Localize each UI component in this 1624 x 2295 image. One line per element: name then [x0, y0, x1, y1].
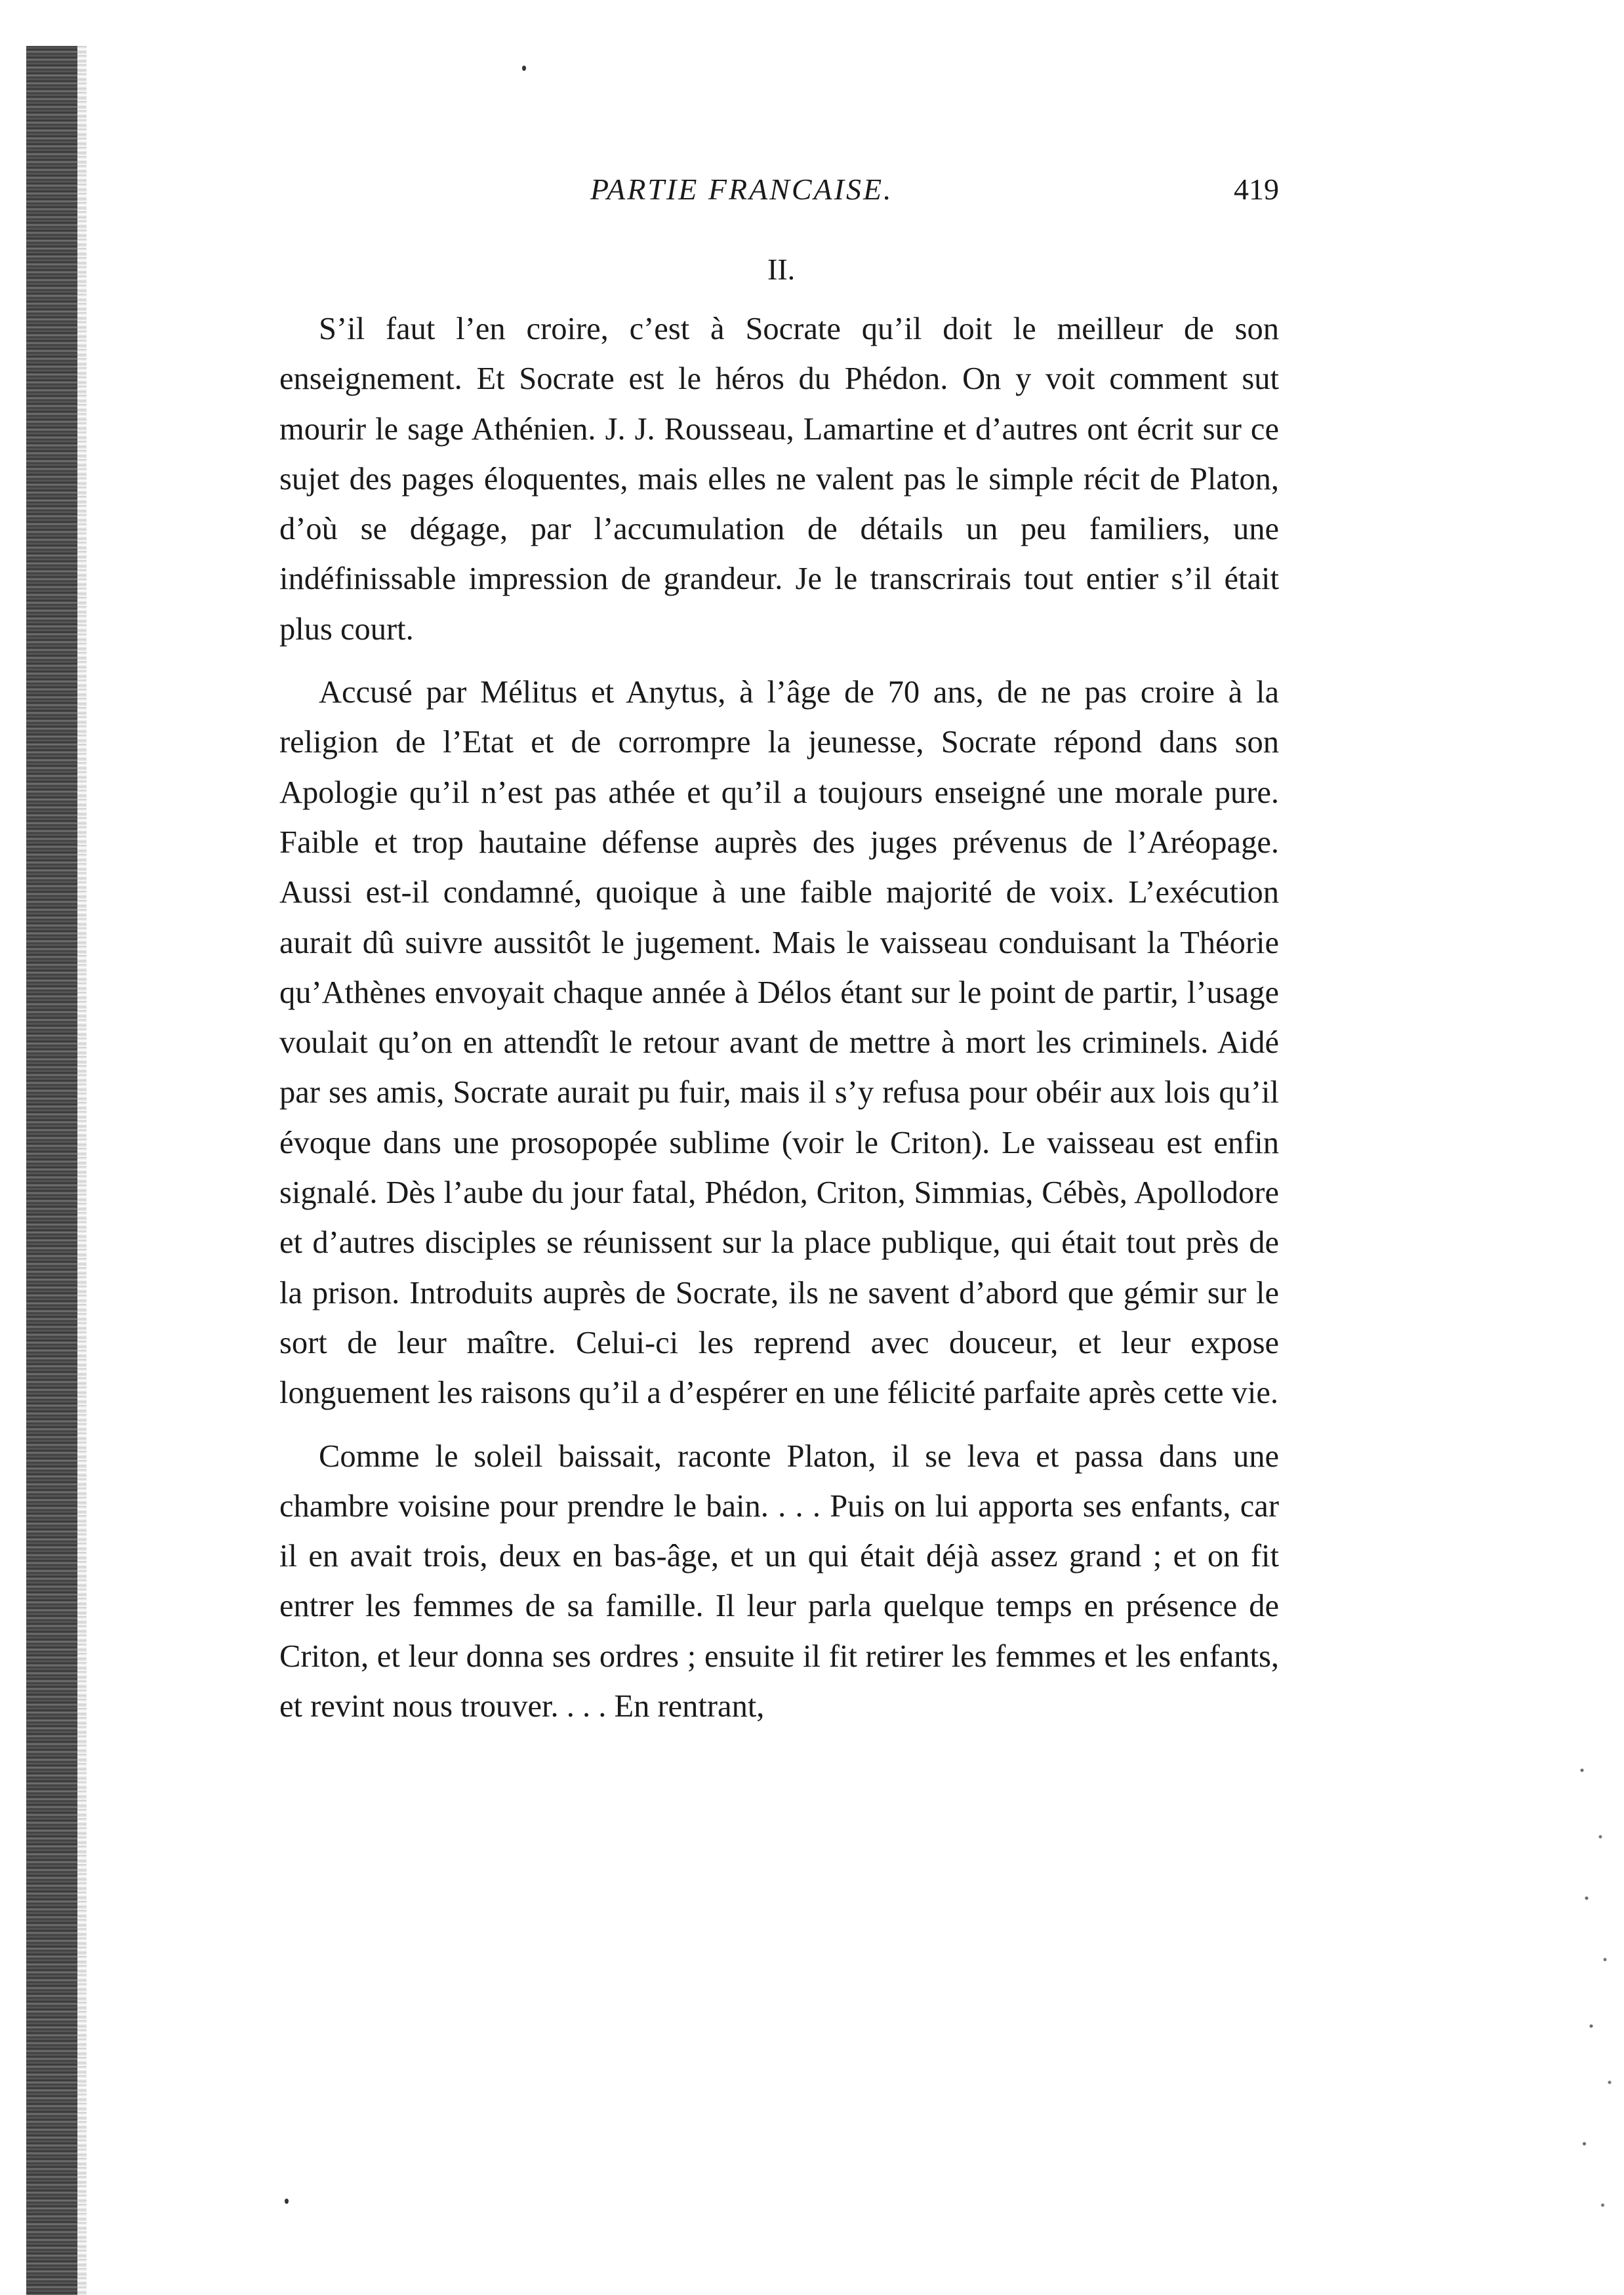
paragraph-2: Accusé par Mélitus et Anytus, à l’âge de 70 ans, de ne pas croire à la religion de l’Etat et de corrompre la jeunesse, Socrate répond dans son Apologie qu’il n’est pas athée et qu’il a toujours enseigné une morale pure. Faible et trop hautaine défense auprès des juges prévenus de l’Aréopage. Aussi est-il condamné, quoique à une faible majorité de voix. L’exécution aurait dû suivre aussitôt le jugement. Mais le vaisseau conduisant la Théorie qu’Athènes envoyait chaque année à Délos étant sur le point de partir, l’usage voulait qu’on en attendît le retour avant de mettre à mort les criminels. Aidé par ses amis, Socrate aurait pu fuir, mais il s’y refusa pour obéir aux lois qu’il évoque dans une prosopopée sublime (voir le Criton). Le vaisseau est enfin signalé. Dès l’aube du jour fatal, Phédon, Criton, Simmias, Cébès, Apollodore et d’autres disciples se réunissent sur la place publique, qui était tout près de la prison. Introduits auprès de Socrate, ils ne savent d’abord que gémir sur le sort de leur maître. Celui-ci les reprend avec douceur, et leur expose longuement les raisons qu’il a d’espérer en une félicité parfaite après cette vie.	[279, 675, 1279, 1411]
paragraph-1: S’il faut l’en croire, c’est à Socrate qu’il doit le meilleur de son enseignement. Et Socrate est le héros du Phédon. On y voit comment sut mourir le sage Athénien. J. J. Rousseau, Lamartine et d’autres ont écrit sur ce sujet des pages éloquentes, mais elles ne valent pas le simple récit de Platon, d’où se dégage, par l’accumulation de détails un peu familiers, une indéfinissable impression de grandeur. Je le transcrirais tout entier s’il était plus court.	[279, 312, 1279, 647]
page-header	[282, 172, 1279, 224]
paragraph-3: Comme le soleil baissait, raconte Platon, il se leva et passa dans une chambre voisine pour prendre le bain. . . . Puis on lui apporta ses enfants, car il en avait trois, deux en bas-âge, et un qui était déjà assez grand ; et on fit entrer les femmes de sa famille. Il leur parla quelque temps en présence de Criton, et leur donna ses ordres ; ensuite il fit retirer les femmes et les enfants, et revint nous trouver. . . . En rentrant,	[279, 1438, 1279, 1724]
running-title: PARTIE FRANCAISE.	[590, 173, 893, 206]
ink-speck	[285, 2199, 289, 2204]
section-heading: II.	[767, 253, 796, 286]
margin-specks	[1573, 1745, 1619, 2256]
page-binding-edge	[26, 46, 77, 2295]
page-number: 419	[1234, 173, 1279, 206]
ink-speck	[522, 66, 526, 71]
body-text	[279, 304, 1279, 1745]
